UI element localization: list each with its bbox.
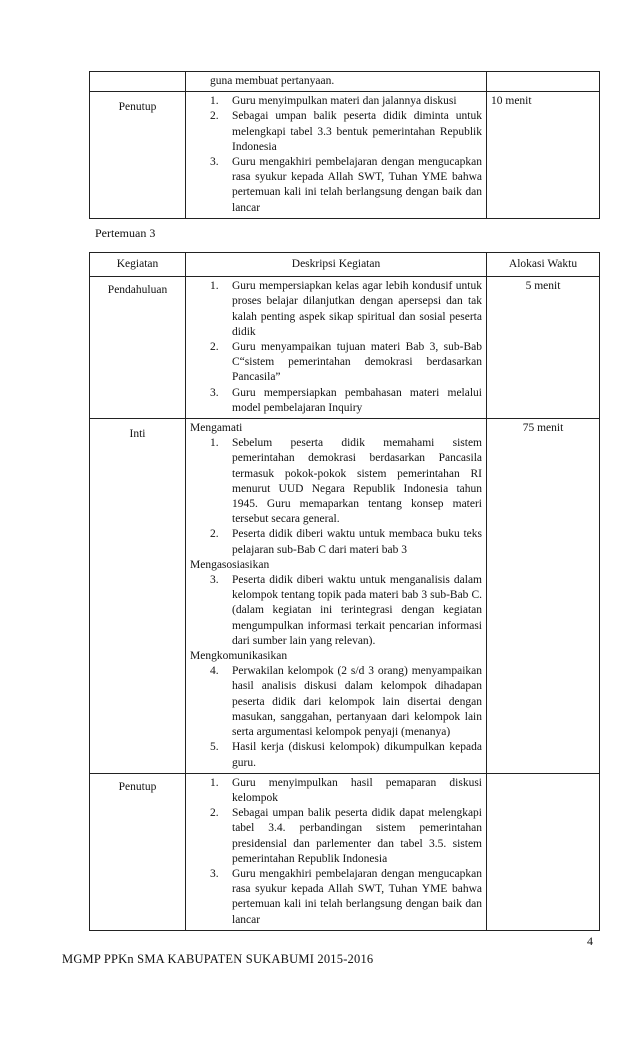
kegiatan-cell: Penutup	[90, 92, 186, 219]
deskripsi-list	[190, 573, 482, 649]
list-item: 5. Hasil kerja (diskusi kelompok) dikumpulkan kepada guru.	[210, 741, 482, 769]
list-item: 1. Sebelum peserta didik memahami sistem pemerintahan demokrasi berdasarkan Pancasila termasuk pokok-pokok sistem pemerintahan RI menurut UUD Negara Republik Indonesia tahun 1945. Guru memaparkan tentang konsep materi tersebut secara general.	[210, 437, 482, 526]
footer-text: MGMP PPKn SMA KABUPATEN SUKABUMI 2015-2016	[62, 952, 374, 966]
list-item: 3. Guru mengakhiri pembelajaran dengan mengucapkan rasa syukur kepada Allah SWT, Tuhan YME bahwa pertemuan kali ini telah berlangsung dengan baik dan lancar	[210, 867, 482, 926]
deskripsi-list	[190, 279, 482, 416]
kegiatan-cell: Penutup	[90, 773, 186, 930]
alokasi-cell: 10 menit	[487, 92, 600, 219]
list-item: 2. Sebagai umpan balik peserta didik dapat melengkapi tabel 3.4. perbandingan sistem pemerintahan presidensial dan parlementer dan tabel 3.5. sistem pemerintahan Republik Indonesia	[210, 807, 482, 865]
list-item: 2. Guru menyampaikan tujuan materi Bab 3, sub-Bab C“sistem pemerintahan demokrasi berdasarkan Pancasila”	[210, 341, 482, 384]
table-row	[90, 72, 600, 92]
list-item: 3. Guru mengakhiri pembelajaran dengan mengucapkan rasa syukur kepada Allah SWT, Tuhan YME bahwa pertemuan kali ini telah berlangsung dengan baik dan lancar	[210, 156, 482, 214]
deskripsi-cell	[186, 92, 487, 219]
column-header: Kegiatan	[90, 253, 186, 277]
subsection-label: Mengkomunikasikan	[190, 650, 288, 663]
deskripsi-cell	[186, 773, 487, 930]
deskripsi-cell	[186, 277, 487, 419]
table-cell	[186, 72, 487, 92]
alokasi-cell: 5 menit	[487, 277, 600, 419]
column-header: Deskripsi Kegiatan	[186, 253, 487, 277]
column-header: Alokasi Waktu	[487, 253, 600, 277]
continuation-text: guna membuat pertanyaan.	[210, 75, 335, 87]
list-item: 1. Guru mempersiapkan kelas agar lebih kondusif untuk proses belajar dilanjutkan dengan apersepsi dan tak kalah penting aspek sikap spiritual dan sosial peserta didik	[210, 280, 482, 338]
list-item: 2. Peserta didik diberi waktu untuk membaca buku teks pelajaran sub-Bab C dari materi bab 3	[210, 528, 482, 556]
activity-table-continued	[89, 71, 600, 219]
page-number: 4	[587, 934, 593, 948]
deskripsi-list	[190, 776, 482, 928]
list-item: 3. Guru mempersiapkan pembahasan materi melalui model pembelajaran Inquiry	[210, 386, 482, 414]
subsection-label: Mengamati	[190, 422, 243, 435]
table-row	[90, 419, 600, 774]
deskripsi-cell	[186, 419, 487, 774]
kegiatan-cell: Pendahuluan	[90, 277, 186, 419]
table-row	[90, 773, 600, 930]
section-heading: Pertemuan 3	[95, 226, 156, 240]
table-header-row	[90, 253, 600, 277]
alokasi-cell: 75 menit	[487, 419, 600, 774]
list-item: 1. Guru menyimpulkan materi dan jalannya diskusi	[210, 95, 457, 108]
list-item: 1. Guru menyimpulkan hasil pemaparan diskusi kelompok	[210, 776, 482, 804]
deskripsi-list	[190, 436, 482, 558]
table-cell	[487, 72, 600, 92]
list-item: 3. Peserta didik diberi waktu untuk menganalisis dalam kelompok tentang topik pada materi bab 3 sub-Bab C. (dalam kegiatan ini terintegrasi dengan kegiatan mengumpulkan informasi terkait pencarian informasi dari sumber lain yang relevan).	[210, 574, 482, 647]
activity-table	[89, 252, 600, 931]
kegiatan-cell: Inti	[90, 419, 186, 774]
table-row	[90, 92, 600, 219]
subsection-label: Mengasosiasikan	[190, 558, 270, 571]
table-row	[90, 277, 600, 419]
list-item: 2. Sebagai umpan balik peserta didik diminta untuk melengkapi tabel 3.3 bentuk pemerintahan Republik Indonesia	[210, 110, 482, 153]
deskripsi-list	[190, 664, 482, 770]
alokasi-cell	[487, 773, 600, 930]
deskripsi-list	[190, 94, 482, 216]
table-cell	[90, 72, 186, 92]
list-item: 4. Perwakilan kelompok (2 s/d 3 orang) menyampaikan hasil analisis diskusi dalam kelompok dihadapan peserta didik dari kelompok lain disertai dengan masukan, sanggahan, pertanyaan dari kelompok lain serta argumentasi kelompok penyaji (menanya)	[210, 665, 482, 739]
